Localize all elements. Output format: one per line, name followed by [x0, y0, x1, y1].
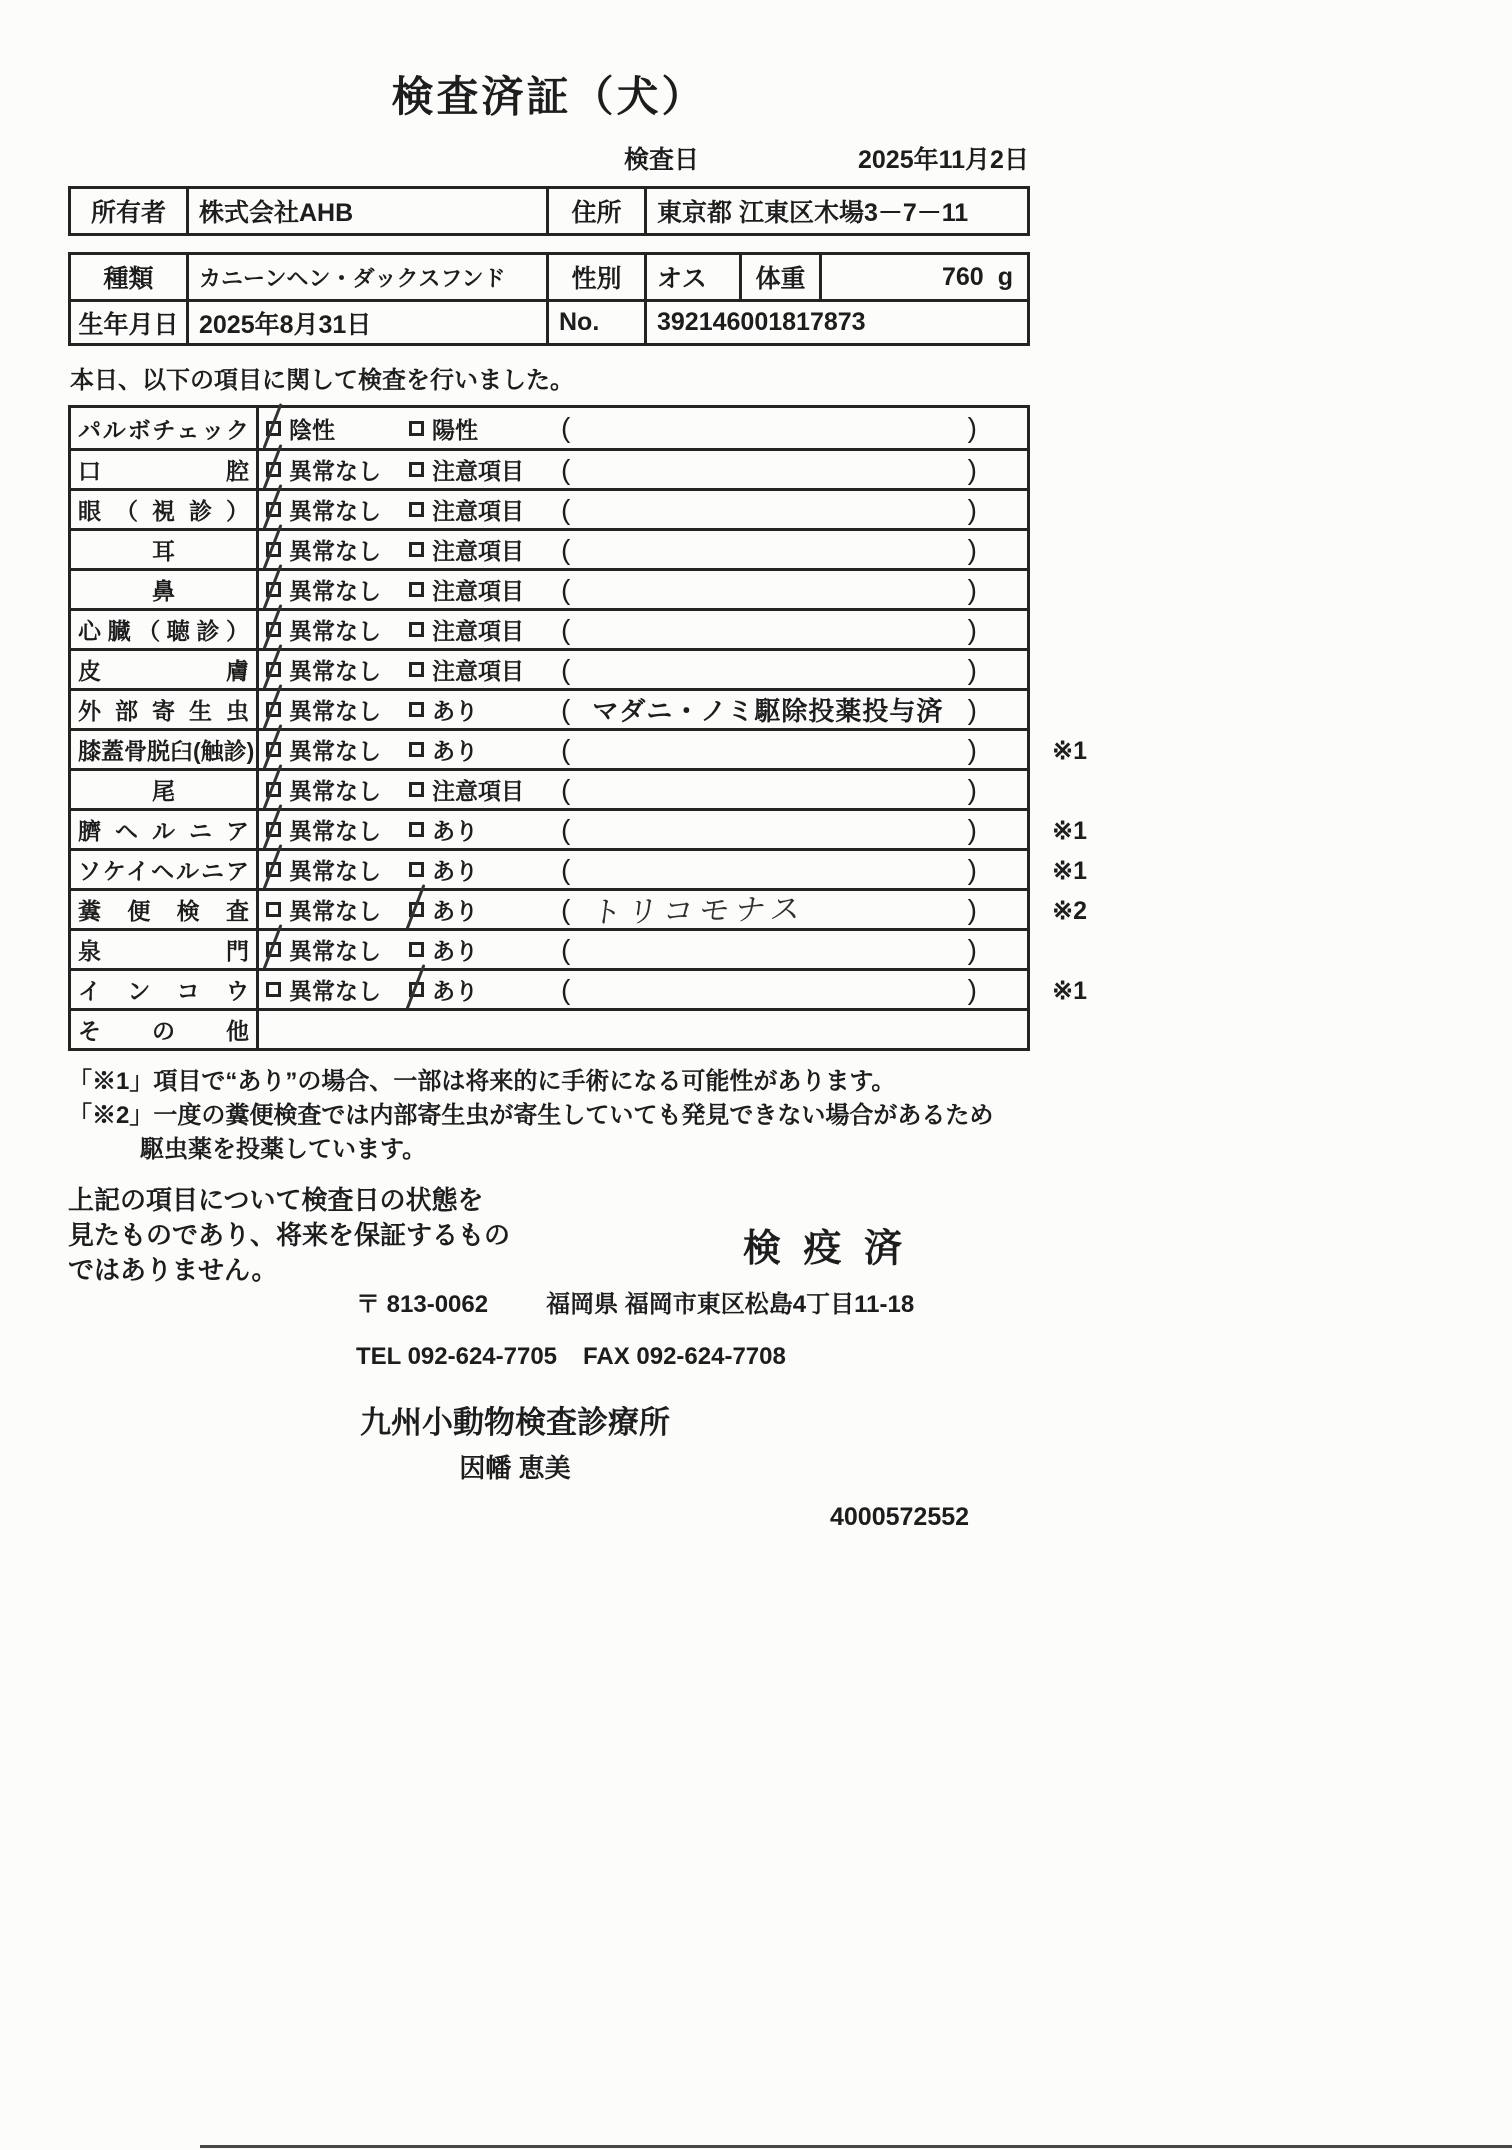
sex-label: 性別 [546, 255, 644, 299]
inspection-row-parvo [71, 408, 1027, 448]
serial-number: 4000572552 [830, 1503, 970, 1531]
checkbox-no-abnormality [266, 702, 281, 717]
option-no-abnormality: 異常なし [266, 493, 409, 526]
clinic-phone-line [356, 1343, 1030, 1371]
option-no-abnormality: 異常なし [266, 813, 409, 846]
checkbox-present [409, 702, 424, 717]
option-present: あり [409, 933, 559, 966]
inspection-row-ears [71, 528, 1027, 568]
sex-value: オス [644, 255, 739, 299]
weight-label: 体重 [739, 255, 819, 299]
inspection-row-other [71, 1008, 1027, 1048]
inspection-date-value: 2025年11月2日 [858, 146, 1029, 174]
option-no-abnormality: 異常なし [266, 693, 409, 726]
fax-number: FAX 092-624-7708 [583, 1343, 786, 1370]
option-present: あり [409, 733, 559, 766]
option-caution: 注意項目 [409, 653, 559, 686]
checkbox-caution [409, 502, 424, 517]
checkbox-no-abnormality [266, 822, 281, 837]
weight-unit: g [997, 262, 1013, 291]
no-value: 392146001817873 [644, 302, 1027, 343]
inspection-table [68, 405, 1087, 1051]
option-no-abnormality: 異常なし [266, 573, 409, 606]
checkbox-present [409, 942, 424, 957]
option-present: あり [409, 853, 559, 886]
result-parenthetical: ( ) [561, 973, 977, 1005]
option-caution: 注意項目 [409, 613, 559, 646]
option-present: あり [409, 813, 559, 846]
footnote-2-line1: 「※2」一度の糞便検査では内部寄生虫が寄生していても発見できない場合があるため [68, 1102, 994, 1129]
checkbox-present [409, 822, 424, 837]
clinic-name: 九州小動物検査診療所 [360, 1405, 670, 1440]
certificate-document [68, 0, 1087, 1532]
option-caution: 注意項目 [409, 453, 559, 486]
inspection-row-eyes [71, 488, 1027, 528]
option-no-abnormality: 異常なし [266, 973, 409, 1006]
inspection-item-label: 泉門 [71, 931, 259, 968]
option-caution: 注意項目 [409, 493, 559, 526]
option-no-abnormality: 異常なし [266, 453, 409, 486]
inspection-row-mouth [71, 448, 1027, 488]
checkbox-no-abnormality [266, 582, 281, 597]
checkbox-no-abnormality [266, 662, 281, 677]
result-parenthetical: ( ) [561, 733, 977, 765]
checkbox-caution [409, 782, 424, 797]
inspection-item-label: 膝蓋骨脱臼(触診) [71, 731, 259, 768]
inspection-item-label: その他 [71, 1011, 259, 1048]
checkbox-caution [409, 542, 424, 557]
veterinarian-name: 因幡 恵美 [459, 1453, 571, 1483]
inspection-item-label: ソケイヘルニア [71, 851, 259, 888]
checkbox-no-abnormality [266, 982, 281, 997]
inspection-item-label: 口腔 [71, 451, 259, 488]
statement-text: 本日、以下の項目に関して検査を行いました。 [70, 367, 574, 394]
result-parenthetical: ( ) [561, 853, 977, 885]
footnote-2-line2: 駆虫薬を投薬しています。 [140, 1136, 427, 1163]
clinic-address-line [356, 1284, 1030, 1319]
owner-table [68, 186, 1030, 236]
tel-number: TEL 092-624-7705 [356, 1343, 558, 1370]
inspection-date-row [68, 140, 1030, 176]
inspection-row-patella [71, 728, 1087, 768]
inspection-row-heart [71, 608, 1027, 648]
checkbox-positive [409, 421, 424, 436]
option-caution: 注意項目 [409, 533, 559, 566]
checkbox-present [409, 902, 424, 917]
inspection-row-fontanelle [71, 928, 1027, 968]
option-no-abnormality: 異常なし [266, 853, 409, 886]
option-no-abnormality: 異常なし [266, 933, 409, 966]
checkbox-present [409, 742, 424, 757]
checkbox-no-abnormality [266, 502, 281, 517]
option-present: あり [409, 693, 559, 726]
result-parenthetical: ( マダニ・ノミ駆除投薬投与済 ) [559, 691, 1027, 728]
option-negative: 陰性 [266, 412, 409, 445]
address-label: 住所 [546, 189, 644, 233]
option-no-abnormality: 異常なし [266, 613, 409, 646]
inspection-row-nose [71, 568, 1027, 608]
option-positive: 陽性 [409, 412, 559, 445]
inspection-item-label: 尾 [71, 771, 259, 808]
quarantine-passed-stamp: 検 疫 済 [742, 1228, 908, 1270]
checkbox-caution [409, 622, 424, 637]
option-no-abnormality: 異常なし [266, 733, 409, 766]
checkbox-negative [266, 421, 281, 436]
checkbox-present [409, 862, 424, 877]
inspection-item-label: 眼（視診） [71, 491, 259, 528]
result-parenthetical: ( ) [561, 573, 977, 605]
checkbox-caution [409, 582, 424, 597]
result-parenthetical: ( ) [561, 813, 977, 845]
inspection-date-label: 検査日 [624, 146, 700, 174]
breed-label: 種類 [103, 265, 154, 293]
inspection-row-tail [71, 768, 1027, 808]
address-value: 東京都 江東区木場3－7－11 [644, 189, 1027, 233]
footnote-marker: ※1 [1052, 817, 1087, 845]
page-title: 検査済証（犬） [391, 73, 707, 120]
inspection-row-skin [71, 648, 1027, 688]
result-parenthetical: ( ) [561, 933, 977, 965]
inspection-item-label: インコウ [71, 971, 259, 1008]
birthdate-label: 生年月日 [78, 310, 179, 339]
footnote-marker: ※2 [1052, 897, 1087, 925]
owner-value: 株式会社AHB [186, 189, 546, 233]
checkbox-no-abnormality [266, 862, 281, 877]
inspection-item-label: 耳 [71, 531, 259, 568]
footnote-marker: ※1 [1052, 857, 1087, 885]
inspection-row-umbilical-hernia [71, 808, 1087, 848]
checkbox-no-abnormality [266, 942, 281, 957]
option-no-abnormality: 異常なし [266, 653, 409, 686]
no-label: No. [546, 302, 644, 343]
clinic-address: 福岡県 福岡市東区松島4丁目11-18 [546, 1291, 915, 1318]
inspection-item-label: 臍ヘルニア [71, 811, 259, 848]
result-parenthetical: ( トリコモナス ) [559, 888, 1027, 932]
clinic-block [350, 1397, 680, 1485]
option-no-abnormality: 異常なし [266, 773, 409, 806]
option-present: あり [409, 973, 559, 1006]
inspection-item-label: パルボチェック [71, 408, 259, 448]
footnote-marker: ※1 [1052, 737, 1087, 765]
birthdate-value: 2025年8月31日 [186, 302, 546, 343]
inspection-row-inkou [71, 968, 1087, 1008]
inspection-item-label: 皮膚 [71, 651, 259, 688]
scan-artifact-line [200, 2145, 1512, 2148]
pet-info-table [68, 252, 1030, 346]
checkbox-no-abnormality [266, 902, 281, 917]
checkbox-no-abnormality [266, 462, 281, 477]
result-parenthetical: ( ) [561, 653, 977, 685]
option-caution: 注意項目 [409, 573, 559, 606]
breed-value: カニーンヘン・ダックスフンド [186, 255, 546, 299]
option-no-abnormality: 異常なし [266, 533, 409, 566]
inspection-row-fecal-exam [71, 888, 1087, 930]
result-parenthetical: ( ) [561, 493, 977, 525]
bottom-section [68, 1183, 1030, 1532]
inspection-row-external-parasites [71, 688, 1027, 728]
inspection-item-label: 心臓（聴診） [71, 611, 259, 648]
checkbox-caution [409, 462, 424, 477]
footnote-1: 「※1」項目で“あり”の場合、一部は将来的に手術になる可能性があります。 [68, 1068, 896, 1095]
footnote-marker: ※1 [1052, 977, 1087, 1005]
treatment-note: マダニ・ノミ駆除投薬投与済 [592, 696, 944, 726]
handwritten-result: トリコモナス [589, 892, 809, 930]
inspection-item-label: 外部寄生虫 [71, 691, 259, 728]
result-parenthetical: ( ) [561, 412, 977, 443]
owner-label: 所有者 [90, 199, 166, 227]
option-present: あり [409, 893, 559, 926]
inspection-item-label: 鼻 [71, 571, 259, 608]
result-parenthetical: ( ) [561, 773, 977, 805]
result-parenthetical: ( ) [561, 453, 977, 485]
footnotes-block [68, 1065, 1030, 1167]
checkbox-caution [409, 662, 424, 677]
checkbox-present [409, 982, 424, 997]
checkbox-no-abnormality [266, 742, 281, 757]
result-parenthetical: ( ) [561, 533, 977, 565]
postal-code: 〒 813-0062 [356, 1291, 489, 1318]
checkbox-no-abnormality [266, 542, 281, 557]
result-parenthetical: ( ) [561, 613, 977, 645]
disclaimer-text: 上記の項目について検査日の状態を 見たものであり、将来を保証するもの ではありません。 [68, 1185, 511, 1285]
checkbox-no-abnormality [266, 782, 281, 797]
checkbox-no-abnormality [266, 622, 281, 637]
weight-number: 760 [942, 262, 984, 291]
weight-value [819, 255, 1027, 299]
option-no-abnormality: 異常なし [266, 893, 409, 926]
option-caution: 注意項目 [409, 773, 559, 806]
inspection-item-label: 糞便検査 [71, 891, 259, 928]
